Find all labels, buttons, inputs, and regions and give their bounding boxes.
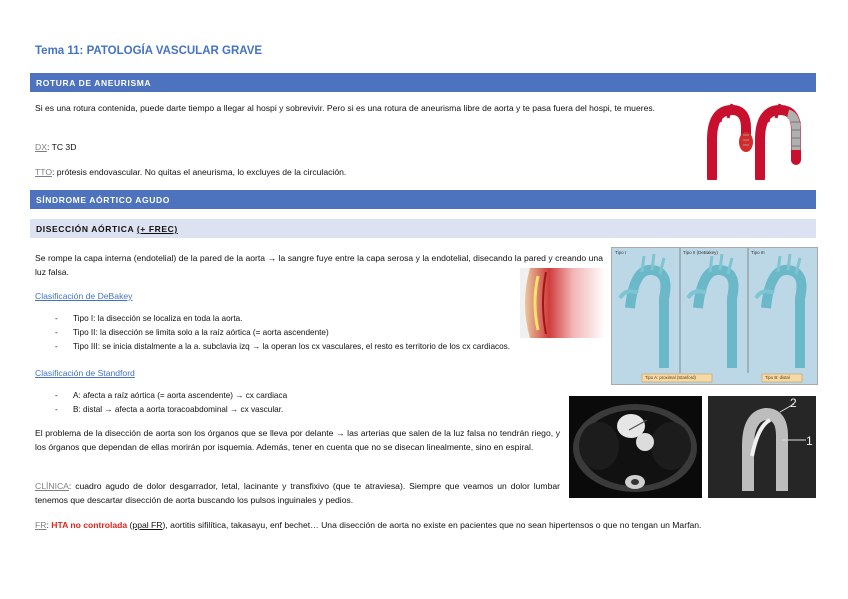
section-header-sindrome: SÍNDROME AÓRTICO AGUDO	[30, 190, 816, 209]
type-label: Tipo II (DeBakey)	[683, 250, 718, 255]
clinica-paragraph	[35, 479, 560, 507]
mri-figure	[708, 396, 816, 498]
fr-rest: , aortitis sifilítica, takasayu, enf bechet… Una disección de aorta no existe en pacientes que no sean hipertensos o que no tengan un Marfan.	[165, 520, 702, 530]
fr-colon: :	[46, 520, 52, 530]
fr-paragraph: FR: HTA no controlada (ppal FR), aortitis sifilítica, takasayu, enf bechet… Una disección de aorta no existe en pacientes que no sean hipertensos o que no tengan un Marfan.	[35, 520, 702, 530]
vessel-wall-image	[520, 268, 605, 338]
tto-line	[35, 165, 346, 179]
type-footer-a: Tipo A: proximal (Stanford)	[645, 375, 696, 380]
dx-line	[35, 140, 76, 154]
tto-label: TTO	[35, 167, 53, 177]
standford-list	[55, 389, 555, 417]
subheader-title: DISECCIÓN AÓRTICA	[36, 224, 134, 234]
debakey-item: - Tipo I: la disección se localiza en toda la aorta.	[55, 312, 575, 326]
page-title: Tema 11: PATOLOGÍA VASCULAR GRAVE	[35, 45, 263, 57]
debakey-item: - Tipo III: se inicia distalmente a la a. subclavia izq → la operan los cx vasculares, el resto es territorio de los cx cardiacos.	[55, 340, 575, 354]
standford-item: - B: distal → afecta a aorta toracoabdominal → cx vascular.	[55, 403, 555, 417]
dx-text: : TC 3D	[46, 142, 77, 152]
rotura-intro: Si es una rotura contenida, puede darte tiempo a llegar al hospi y sobrevivir. Pero si es una rotura de aneurisma libre de aorta y te pasa fuera del hospi, te mueres.	[35, 103, 656, 113]
mri-label: 2	[790, 396, 797, 410]
aortic-dissection-types-figure	[612, 248, 817, 384]
debakey-item: - Tipo II: la disección se limita solo a la raíz aórtica (= aorta ascendente)	[55, 326, 575, 340]
section-header-rotura: ROTURA DE ANEURISMA	[30, 73, 816, 92]
mri-image	[708, 396, 816, 498]
diseccion-problem: El problema de la disección de aorta son los órganos que se lleva por delante → las arterias que salen de la luz falsa no tendrán riego, y los órganos que dependan de ellas morirán por isquemia. Además, tener en cuenta que no se disecan linealmente, sino en espiral.	[35, 428, 560, 452]
fr-hta: HTA no controlada	[51, 520, 128, 530]
fr-ppal: ppal FR	[132, 520, 163, 530]
debakey-types-diagram	[611, 247, 818, 385]
clinica-text: : cuadro agudo de dolor desgarrador, letal, lacinante y transfixivo (que te atraviesa). Siempre que veamos un dolor lumbar tenemos que descartar disección de aorta buscando los pulsos inguinales y pedios.	[35, 481, 560, 505]
debakey-title: Clasificación de DeBakey	[35, 291, 133, 301]
type-label: Tipo III	[751, 250, 765, 255]
clinica-label: CLÍNICA	[35, 481, 69, 491]
tto-text: : prótesis endovascular. No quitas el aneurisma, lo excluyes de la circulación.	[52, 167, 347, 177]
type-label: Tipo I	[615, 250, 627, 255]
standford-title: Clasificación de Standford	[35, 368, 135, 378]
subheader-tag: (+ FREC)	[136, 224, 178, 234]
ct-scan-image	[569, 396, 702, 498]
aorta-stent-illustration	[690, 100, 810, 180]
subheader-diseccion	[30, 219, 816, 238]
mri-label: 1	[806, 434, 813, 448]
diseccion-intro: Se rompe la capa interna (endotelial) de la pared de la aorta → la sangre fuye entre la capa serosa y la endotelial, disecando la pared y creando una luz falsa.	[35, 253, 603, 277]
debakey-list	[55, 312, 575, 354]
fr-label: FR	[35, 520, 47, 530]
dx-label: DX	[35, 142, 47, 152]
standford-item: - A: afecta a raíz aórtica (= aorta ascendente) → cx cardiaca	[55, 389, 555, 403]
type-footer-b: Tipo B: distal	[765, 375, 790, 380]
